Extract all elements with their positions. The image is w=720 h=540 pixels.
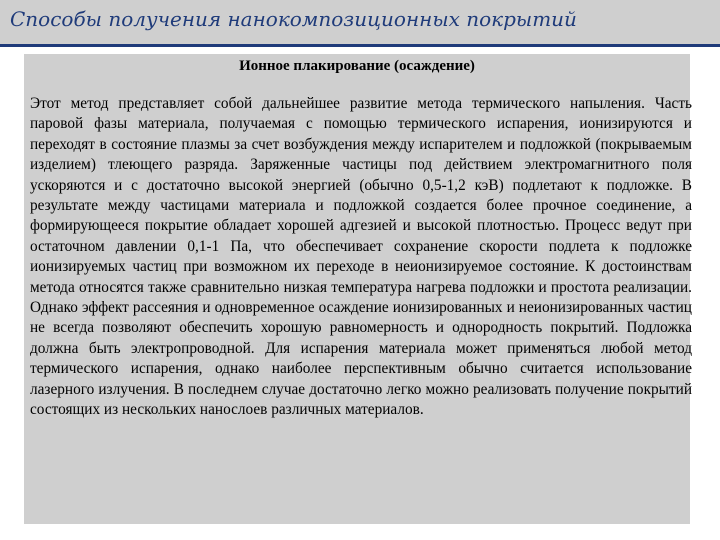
body-paragraph: Этот метод представляет собой дальнейшее развитие метода термического напыления. Часть паровой фазы материала, получаемая с помощью термического испарения, ионизируются и переходят в состояние плазмы за счет возбуждения между испарителем и подложкой (покрываемым изделием) тлеющего разряда. Заряженные частицы под действием электромагнитного поля ускоряются и с достаточно высокой энергией (обычно 0,5-1,2 кэВ) подлетают к подложке. В результате между частицами материала и подложкой создается более прочное соединение, а формирующееся покрытие обладает хорошей адгезией и высокой плотностью. Процесс ведут при остаточном давлении 0,1-1 Па, что обеспечивает сохранение скорости подлета к подложке ионизируемых частиц при возможном их переходе в неионизируемое состояние. К достоинствам метода относятся также сравнительно низкая температура нагрева подложки и простота реализации. Однако эффект рассеяния и одновременное осаждение ионизированных и неионизированных частиц не всегда позволяют обеспечить хорошую равномерность и однородность покрытий. Подложка должна быть электропроводной. Для испарения материала может применяться любой метод термического испарения, однако наиболее перспективным обычно считается использование лазерного излучения. В последнем случае достаточно легко можно реализовать получение покрытий состоящих из нескольких нанослоев различных материалов. bbox=[30, 95, 692, 419]
content-box bbox=[24, 54, 690, 524]
title-underline bbox=[0, 44, 720, 47]
section-heading: Ионное плакирование (осаждение) bbox=[239, 58, 475, 74]
slide-title: Способы получения нанокомпозиционных покрытий bbox=[10, 7, 577, 31]
title-bar bbox=[0, 0, 720, 44]
